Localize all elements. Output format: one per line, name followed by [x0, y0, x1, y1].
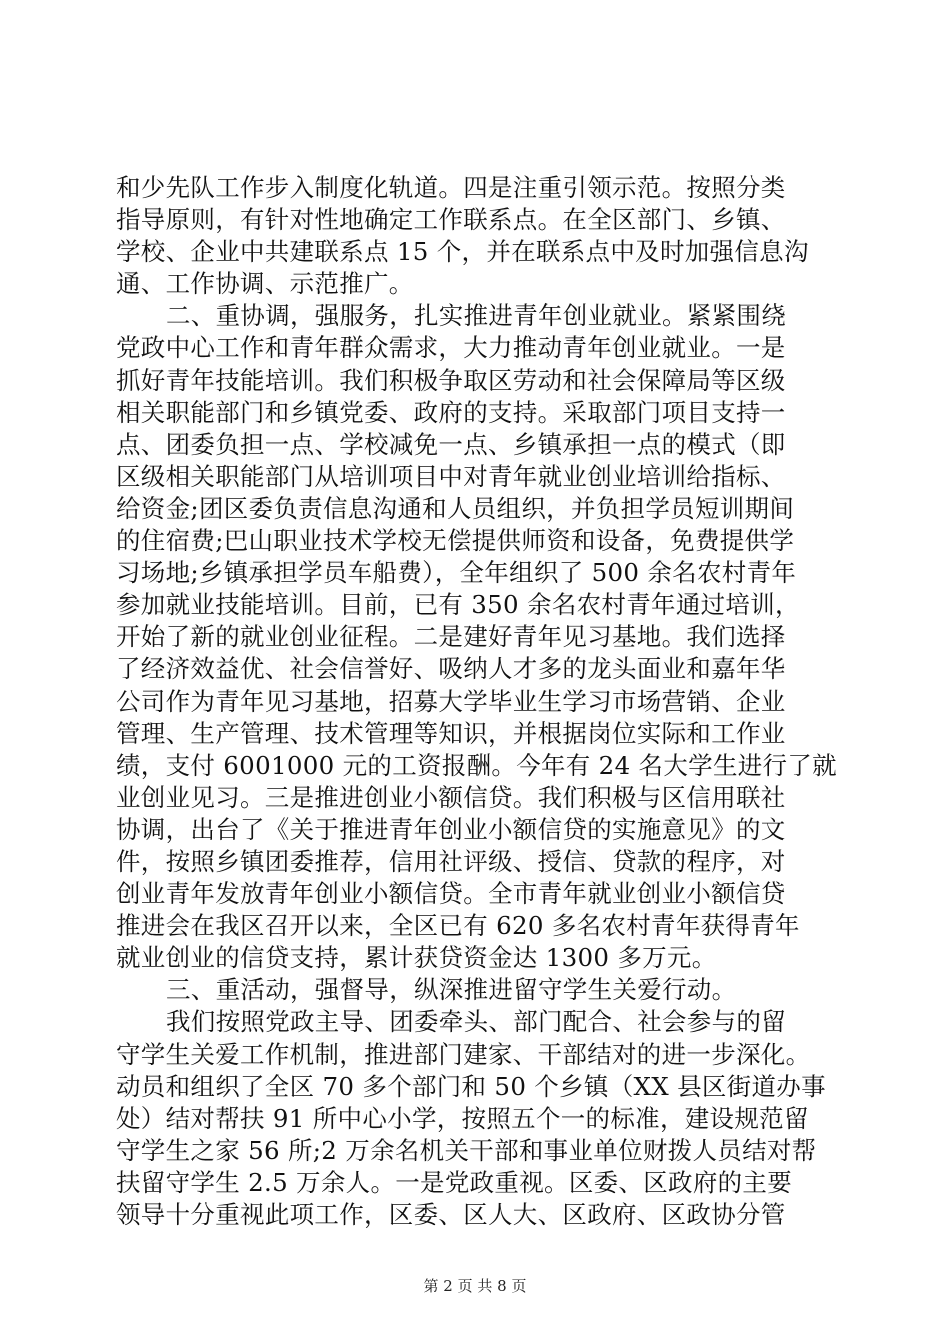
text-line: 给资金;团区委负责信息沟通和人员组织，并负担学员短训期间	[116, 493, 795, 523]
text-line: 件，按照乡镇团委推荐，信用社评级、授信、贷款的程序，对	[116, 846, 786, 876]
text-line: 扶留守学生 2.5 万余人。一是党政重视。区委、区政府的主要	[116, 1167, 793, 1197]
text-line: 公司作为青年见习基地，招募大学毕业生学习市场营销、企业	[116, 686, 786, 716]
text-line: 和少先队工作步入制度化轨道。四是注重引领示范。按照分类	[116, 173, 786, 202]
text-line: 通、工作协调、示范推广。	[116, 269, 414, 299]
text-line: 协调，出台了《关于推进青年创业小额信贷的实施意见》的文	[116, 814, 786, 844]
text-line: 绩，支付 6001000 元的工资报酬。今年有 24 名大学生进行了就	[116, 750, 837, 780]
text-line: 学校、企业中共建联系点 15 个，并在联系点中及时加强信息沟	[116, 237, 809, 267]
text-line: 二、重协调，强服务，扎实推进青年创业就业。紧紧围绕	[166, 301, 786, 331]
text-line: 指导原则，有针对性地确定工作联系点。在全区部门、乡镇、	[116, 205, 786, 235]
text-line: 动员和组织了全区 70 多个部门和 50 个乡镇（XX 县区街道办事	[116, 1071, 826, 1101]
page-footer	[0, 1276, 950, 1296]
text-line: 区级相关职能部门从培训项目中对青年就业创业培训给指标、	[116, 461, 786, 491]
document-body	[116, 172, 856, 1231]
text-line: 守学生关爱工作机制，推进部门建家、干部结对的进一步深化。	[116, 1039, 811, 1069]
text-line: 的住宿费;巴山职业技术学校无偿提供师资和设备，免费提供学	[116, 526, 795, 556]
text-line: 相关职能部门和乡镇党委、政府的支持。采取部门项目支持一	[116, 397, 786, 427]
text-line: 我们按照党政主导、团委牵头、部门配合、社会参与的留	[166, 1007, 786, 1037]
text-line: 党政中心工作和青年群众需求，大力推动青年创业就业。一是	[116, 333, 786, 363]
text-line: 了经济效益优、社会信誉好、吸纳人才多的龙头面业和嘉年华	[116, 654, 786, 684]
text-line: 业创业见习。三是推进创业小额信贷。我们积极与区信用联社	[116, 782, 786, 812]
text-line: 抓好青年技能培训。我们积极争取区劳动和社会保障局等区级	[116, 365, 786, 395]
text-line: 点、团委负担一点、学校减免一点、乡镇承担一点的模式（即	[116, 429, 786, 459]
text-line: 守学生之家 56 所;2 万余名机关干部和事业单位财拨人员结对帮	[116, 1135, 817, 1165]
text-line: 创业青年发放青年创业小额信贷。全市青年就业创业小额信贷	[116, 879, 786, 909]
text-line: 三、重活动，强督导，纵深推进留守学生关爱行动。	[166, 975, 737, 1005]
text-line: 开始了新的就业创业征程。二是建好青年见习基地。我们选择	[116, 622, 786, 652]
text-line: 处）结对帮扶 91 所中心小学，按照五个一的标准，建设规范留	[116, 1103, 809, 1133]
text-line: 推进会在我区召开以来，全区已有 620 多名农村青年获得青年	[116, 911, 800, 941]
text-line: 管理、生产管理、技术管理等知识，并根据岗位实际和工作业	[116, 718, 786, 748]
text-line: 参加就业技能培训。目前，已有 350 余名农村青年通过培训，	[116, 590, 800, 620]
text-line: 习场地;乡镇承担学员车船费），全年组织了 500 余名农村青年	[116, 558, 797, 588]
text-line: 领导十分重视此项工作，区委、区人大、区政府、区政协分管	[116, 1200, 786, 1229]
page-number-label: 第 2 页 共 8 页	[423, 1277, 527, 1295]
text-line: 就业创业的信贷支持，累计获贷资金达 1300 多万元。	[116, 943, 717, 973]
